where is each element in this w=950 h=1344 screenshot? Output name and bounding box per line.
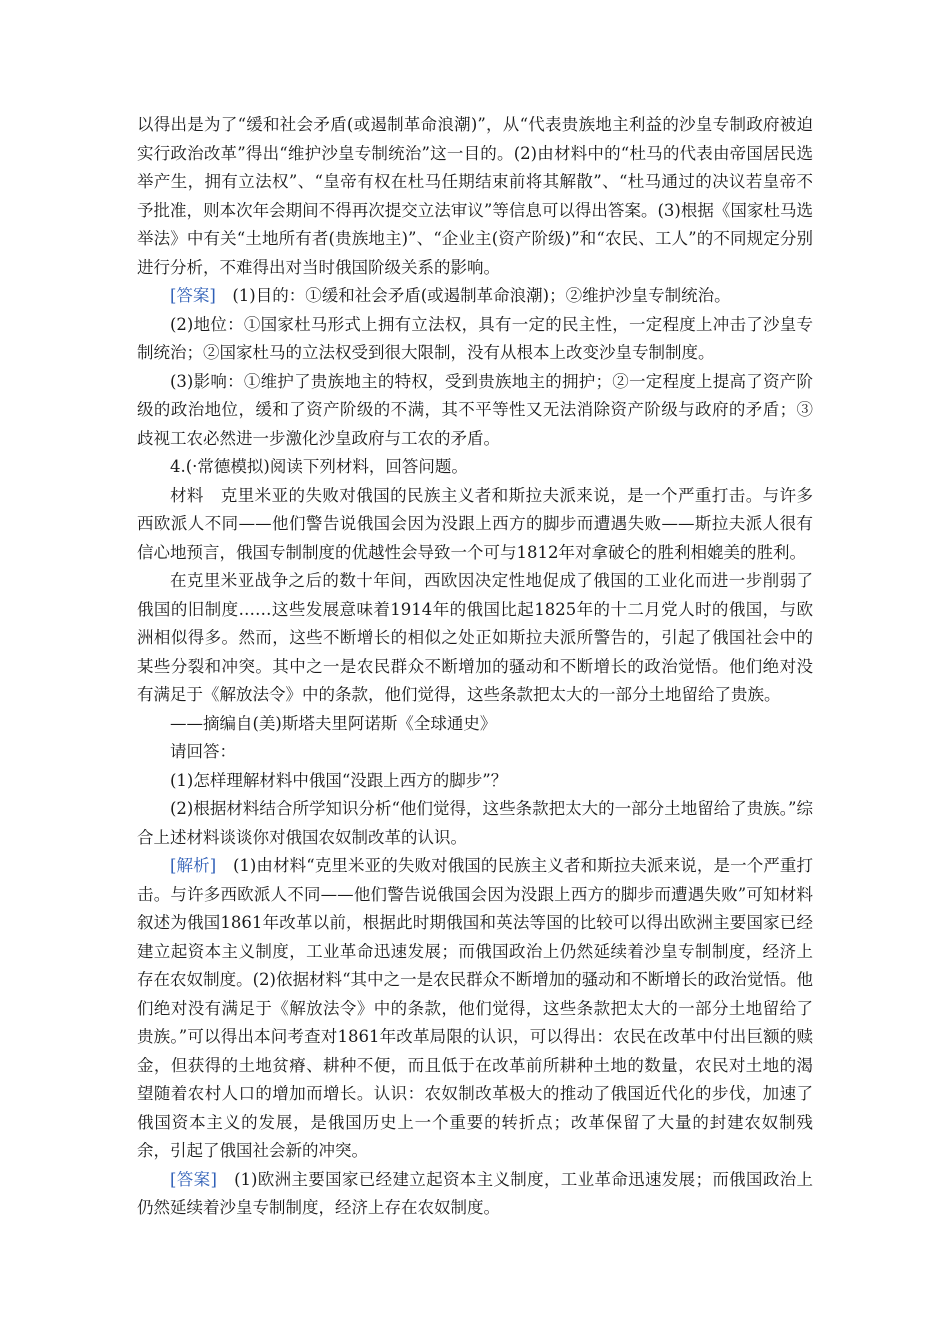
question-prompt: 请回答： bbox=[170, 742, 236, 761]
answer3-purpose-text: (1)目的：①缓和社会矛盾(或遏制革命浪潮)；②维护沙皇专制统治。 bbox=[232, 286, 731, 305]
material-paragraph-1: 材料 克里米亚的失败对俄国的民族主义者和斯拉夫派来说，是一个严重打击。与许多西欧派人不同——他们警告说俄国会因为没跟上西方的脚步而遭遇失败——斯拉夫派人很有信心地预言，俄国专制制度的优越性会导致一个可与1812年对拿破仑的胜利相媲美的胜利。 bbox=[137, 485, 813, 562]
answer-tag: [答案] bbox=[170, 286, 216, 305]
answer3-impact: (3)影响：①维护了贵族地主的特权，受到贵族地主的拥护；②一定程度上提高了资产阶级的政治地位，缓和了资产阶级的不满，其不平等性又无法消除资产阶级与政府的矛盾；③歧视工农必然进一步激化沙皇政府与工农的矛盾。 bbox=[137, 371, 813, 448]
material-source: ——摘编自(美)斯塔夫里阿诺斯《全球通史》 bbox=[170, 713, 497, 733]
analysis-4-text: (1)由材料“克里米亚的失败对俄国的民族主义者和斯拉夫派来说，是一个严重打击。与许多西欧派人不同——他们警告说俄国会因为没跟上西方的脚步而遭遇失败”可知材料叙述为俄国1861年改革以前，根据此时期俄国和英法等国的比较可以得出欧洲主要国家已经建立起资本主义制度，工业革命迅速发展；而俄国政治上仍然延续着沙皇专制制度，经济上存在农奴制度。(2)依据材料“其中之一是农民群众不断增加的骚动和不断增长的政治觉悟。他们绝对没有满足于《解放法令》中的条款，他们觉得，这些条款把太大的一部分土地留给了贵族。”可以得出本问考查对1861年改革局限的认识，可以得出：农民在改革中付出巨额的赎金，但获得的土地贫瘠、耕种不便，而且低于在改革前所耕种土地的数量，农民对土地的渴望随着农村人口的增加而增长。认识：农奴制改革极大的推动了俄国近代化的步伐，加速了俄国资本主义的发展，是俄国历史上一个重要的转折点；改革保留了大量的封建农奴制残余，引起了俄国社会新的冲突。 bbox=[137, 856, 814, 1160]
analysis-continuation: 以得出是为了“缓和社会矛盾(或遏制革命浪潮)”，从“代表贵族地主利益的沙皇专制政府被迫实行政治改革”得出“维护沙皇专制统治”这一目的。(2)由材料中的“杜马的代表由帝国居民选举产生，拥有立法权”、“皇帝有权在杜马任期结束前将其解散”、“杜马通过的决议若皇帝不予批准，则本次年会期间不得再次提交立法审议”等信息可以得出答案。(3)根据《国家杜马选举法》中有关“土地所有者(贵族地主)”、“企业主(资产阶级)”和“农民、工人”的不同规定分别进行分析，不难得出对当时俄国阶级关系的影响。 bbox=[137, 115, 813, 277]
answer-tag: [答案] bbox=[170, 1169, 217, 1189]
analysis-4 bbox=[137, 852, 813, 1166]
answer3-purpose bbox=[137, 282, 813, 311]
answer-4 bbox=[137, 1166, 813, 1223]
material-paragraph-2: 在克里米亚战争之后的数十年间，西欧因决定性地促成了俄国的工业化而进一步削弱了俄国的旧制度……这些发展意味着1914年的俄国比起1825年的十二月党人时的俄国，与欧洲相似得多。然而，这些不断增长的相似之处正如斯拉夫派所警告的，引起了俄国社会中的某些分裂和冲突。其中之一是农民群众不断增加的骚动和不断增长的政治觉悟。他们绝对没有满足于《解放法令》中的条款，他们觉得，这些条款把太大的一部分土地留给了贵族。 bbox=[137, 571, 813, 704]
subquestion-1: (1)怎样理解材料中俄国“没跟上西方的脚步”？ bbox=[170, 770, 508, 790]
document-content bbox=[137, 111, 813, 1223]
answer3-status: (2)地位：①国家杜马形式上拥有立法权，具有一定的民主性，一定程度上冲击了沙皇专制统治；②国家杜马的立法权受到很大限制，没有从根本上改变沙皇专制制度。 bbox=[137, 314, 813, 362]
subquestion-2: (2)根据材料结合所学知识分析“他们觉得，这些条款把太大的一部分土地留给了贵族。”综合上述材料谈谈你对俄国农奴制改革的认识。 bbox=[137, 799, 813, 847]
analysis-tag: [解析] bbox=[170, 856, 217, 875]
question4-title: 4.(·常德模拟)阅读下列材料，回答问题。 bbox=[170, 457, 468, 476]
answer-4-text: (1)欧洲主要国家已经建立起资本主义制度，工业革命迅速发展；而俄国政治上仍然延续着沙皇专制制度，经济上存在农奴制度。 bbox=[137, 1169, 814, 1217]
